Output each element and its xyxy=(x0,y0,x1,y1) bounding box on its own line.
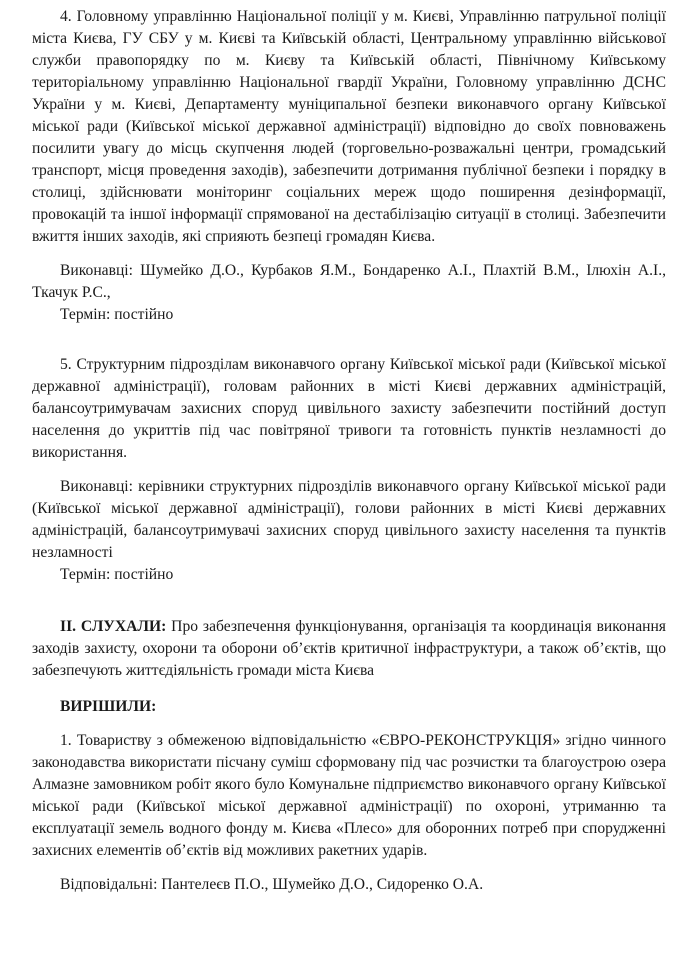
decided-item-1-responsible: Відповідальні: Пантелеєв П.О., Шумейко Д.О., Сидоренко О.А. xyxy=(60,876,484,893)
item-4-term: Термін: постійно xyxy=(60,306,174,323)
decided-item-1-text: 1. Товариству з обмеженою відповідальністю «ЄВРО-РЕКОНСТРУКЦІЯ» згідно чинного законодавства використати пісчану суміш сформовану під час розчистки та благоустрою озера Алмазне замовником робіт якого було Комунальне підприємство виконавчого органу Київської міської ради (Київської міської державної адміністрації) по охороні, утриманню та експлуатації земель водного фонду м. Києва «Плесо» для оборонних потреб при спорудженні захисних елементів об’єктів від можливих ракетних ударів. xyxy=(32,732,666,859)
section-2-heard xyxy=(32,616,666,682)
item-5-text: 5. Структурним підрозділам виконавчого органу Київської міської ради (Київської міської державної адміністрації), головам районних в місті Києві державних адміністрацій, балансоутримувачам захисних споруд цивільного захисту забезпечити постійний доступ населення до укриттів під час повітряної тривоги та готовність пунктів незламності до використання. xyxy=(32,356,666,461)
section-2-text: Про забезпечення функціонування, організація та координація виконання заходів захисту, охорони та оборони об’єктів критичної інфраструктури, а також об’єктів, що забезпечують життєдіяльність громади міста Києва xyxy=(32,618,666,679)
decided-heading: ВИРІШИЛИ: xyxy=(60,698,157,715)
section-2-label: ІІ. СЛУХАЛИ: xyxy=(60,618,167,635)
item-5-term: Термін: постійно xyxy=(60,566,174,583)
item-4-executors: Виконавці: Шумейко Д.О., Курбаков Я.М., Бондаренко А.І., Плахтій В.М., Ілюхін А.І., Ткачук Р.С., xyxy=(32,262,666,301)
item-4-text: 4. Головному управлінню Національної поліції у м. Києві, Управлінню патрульної поліції міста Києва, ГУ СБУ у м. Києві та Київській області, Центральному управлінню військової служби правопорядку по м. Києву та Київській області, Північному Київському територіальному управлінню Національної гвардії України, Головному управлінню ДСНС України у м. Києві, Департаменту муніципальної безпеки виконавчого органу Київської міської ради (Київської міської державної адміністрації) відповідно до своїх повноважень посилити увагу до місць скупчення людей (торговельно-розважальні центри, громадський транспорт, місця проведення заходів), забезпечити дотримання публічної безпеки і порядку в столиці, здійснювати моніторинг соціальних мереж щодо поширення дезінформації, провокацій та іншої інформації спрямованої на дестабілізацію ситуації в столиці. Забезпечити вжиття інших заходів, які сприяють безпеці громадян Києва. xyxy=(32,8,666,245)
item-5-executors: Виконавці: керівники структурних підрозділів виконавчого органу Київської міської ради (Київської міської державної адміністрації), голови районних в місті Києві державних адміністрацій, балансоутримувачі захисних споруд цивільного захисту населення та пунктів незламності xyxy=(32,478,666,561)
